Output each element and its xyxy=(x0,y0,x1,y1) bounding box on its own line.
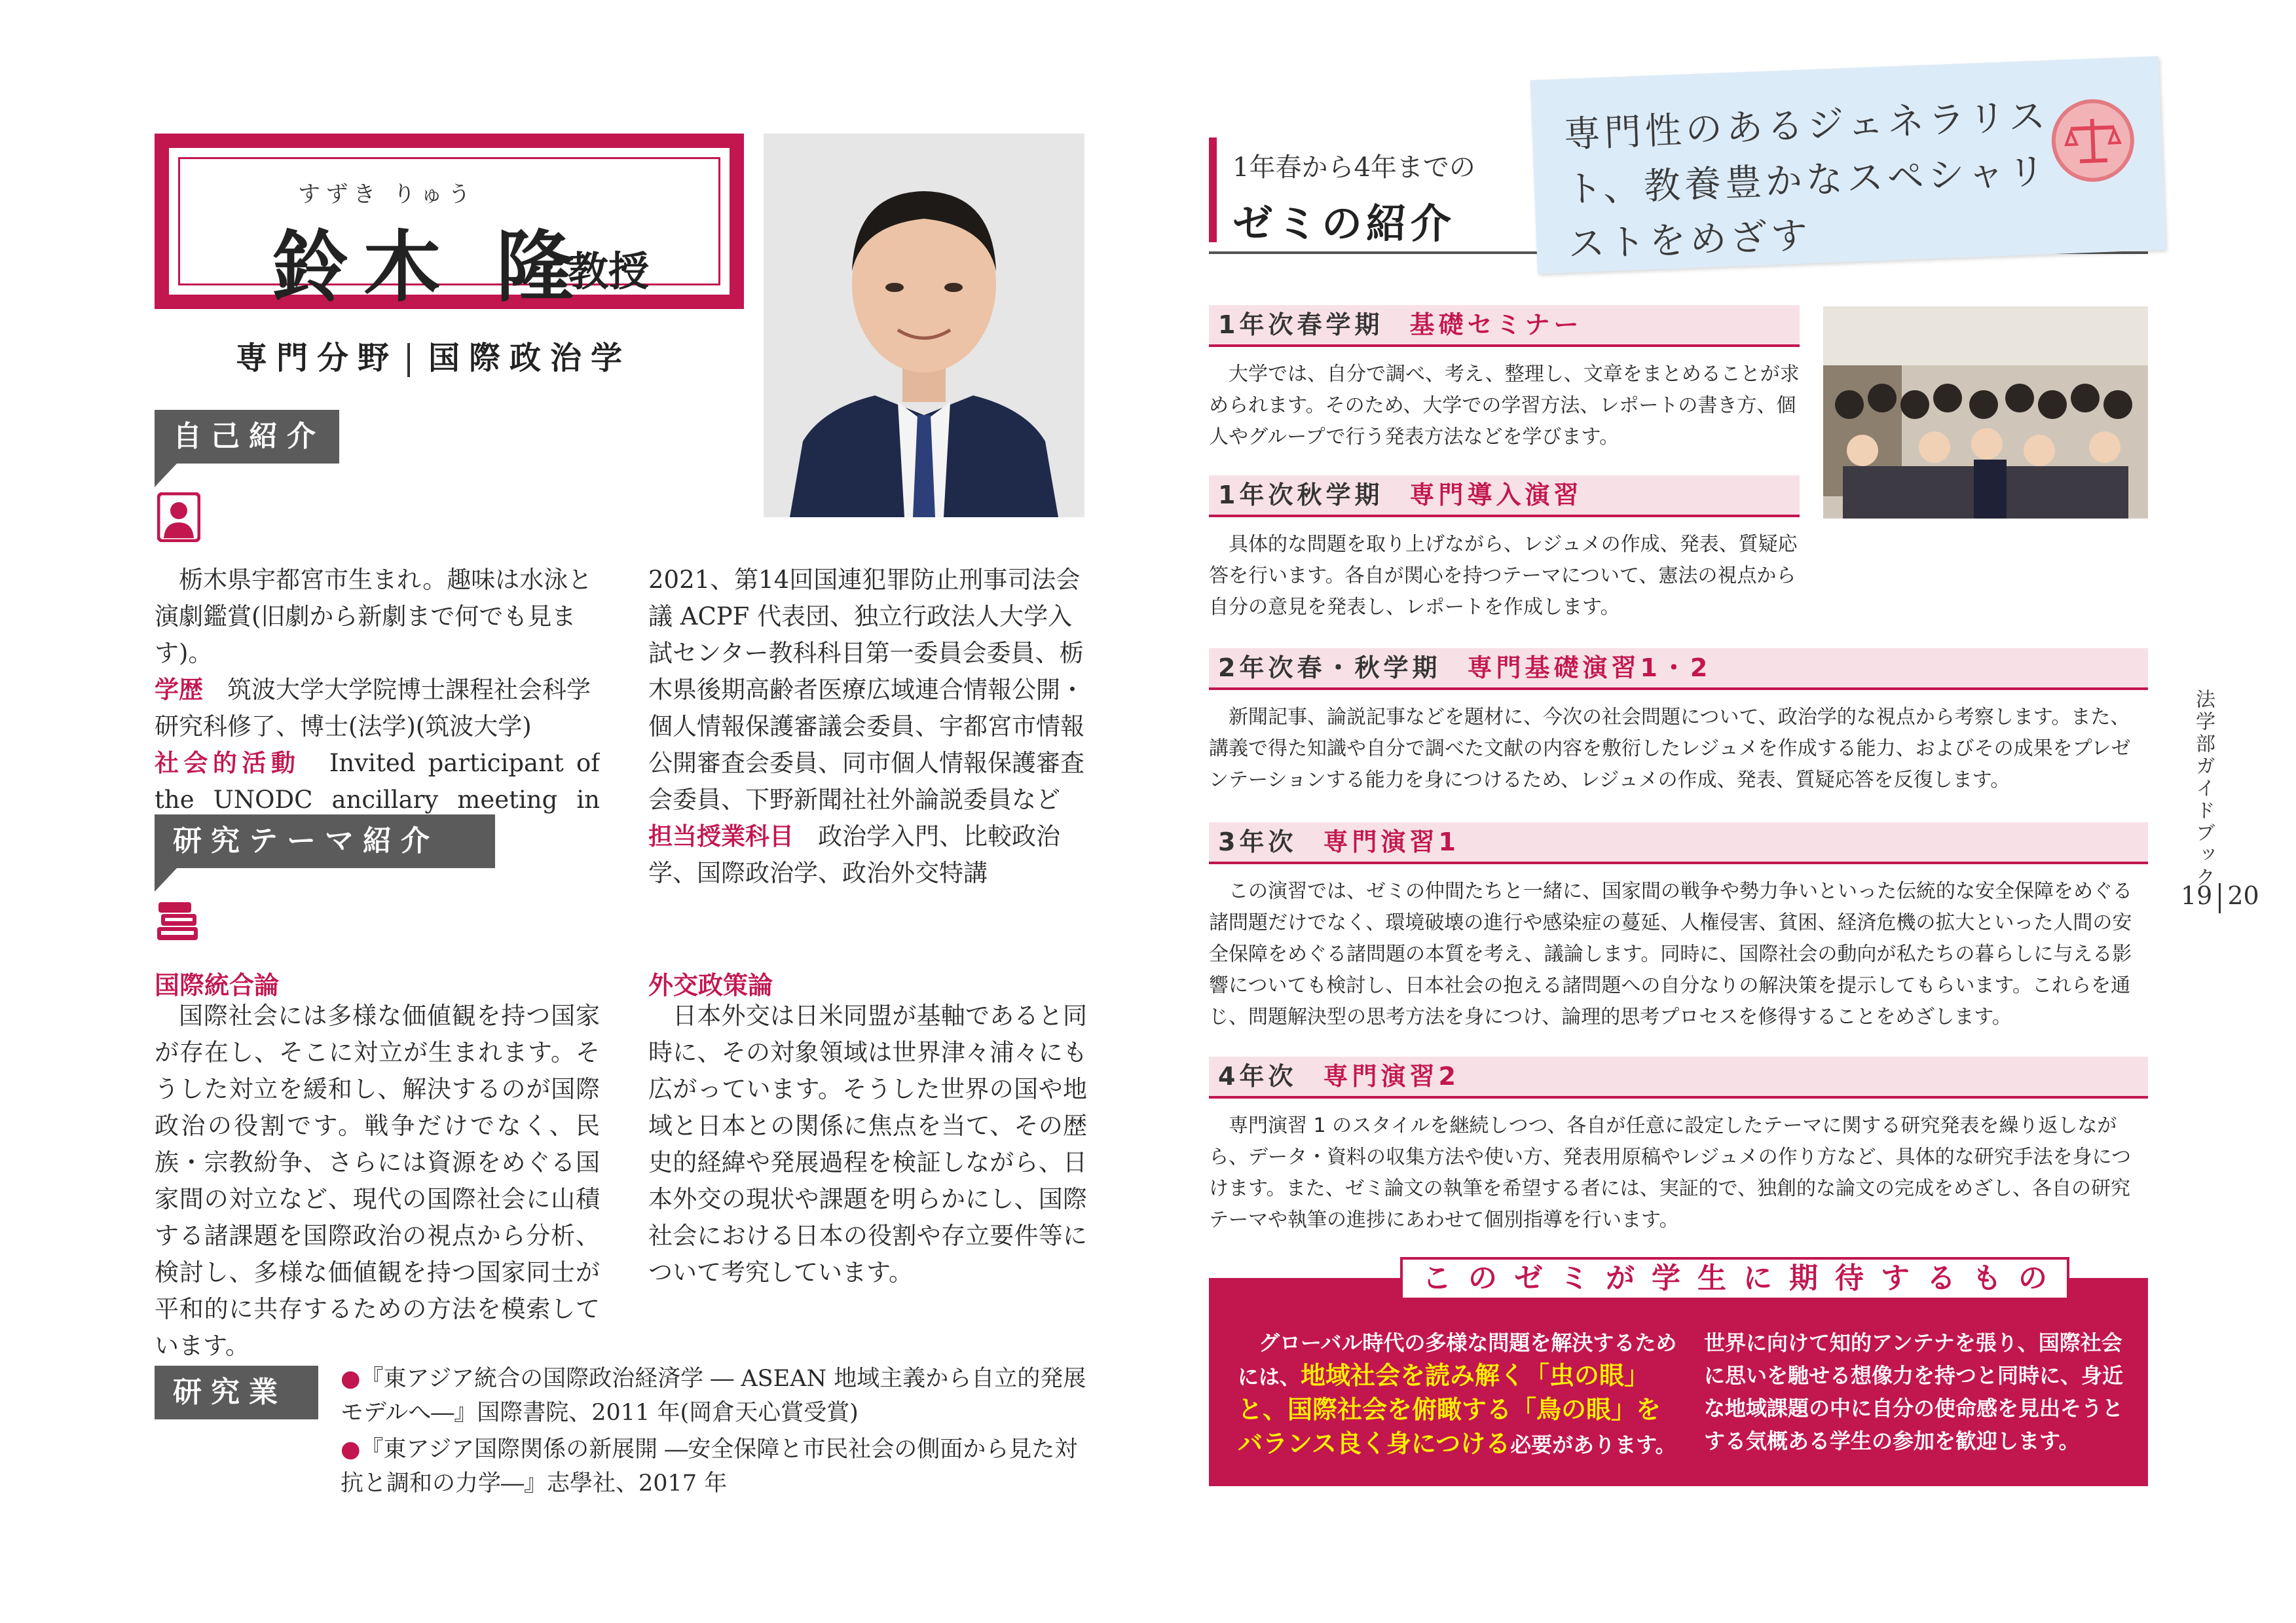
courses-entry xyxy=(648,818,1087,892)
name-reading: すずき りゅう xyxy=(298,181,476,208)
semester-5-header: 4年次 専門演習2 xyxy=(1209,1057,2148,1099)
motto-text: 専門性のあるジェネラリスト、教養豊かなスペシャリストをめざす xyxy=(1563,95,2050,266)
seminar-group-photo xyxy=(1823,306,2148,519)
tag-tail xyxy=(155,464,177,487)
semester-4-header: 3年次 専門演習1 xyxy=(1209,822,2148,864)
professor-name: 鈴木 隆 xyxy=(272,222,589,312)
professor-portrait xyxy=(764,134,1084,517)
specialty-value: 国際政治学 xyxy=(428,340,632,376)
intro-column-2 xyxy=(648,562,1087,892)
theme1-title: 国際統合論 xyxy=(155,971,280,1000)
page-number-right: 20 xyxy=(2227,881,2259,910)
expectation-right: 世界に向けて知的アンテナを張り、国際社会に思いを馳せる想像力を持つと同時に、身近な地域課題の中に自分の使命感を見出そうとする気概ある学生の参加を歓迎します。 xyxy=(1704,1330,2124,1453)
semester-4-text: この演習では、ゼミの仲間たちと一緒に、国家間の戦争や勢力争いといった伝統的な安全保障をめぐる諸問題だけでなく、環境破壊の進行や感染症の蔓延、人権侵害、貧困、経済危機の拡大といった人間の安全保障をめぐる諸問題の本質を考え、議論します。同時に、国際社会の動向が私たちの暮らしに与える影響についても検討し、日本社会の抱える諸問題への自分なりの解決策を提示してもらいます。これらを通じ、問題解決型の思考方法を身につけ、論理的思考プロセスを修得することをめざします。 xyxy=(1209,880,2132,1029)
courses-label: 担当授業科目 xyxy=(648,822,794,850)
achievements-tag: 研究業績 xyxy=(155,1366,318,1419)
semester-3-header: 2年次春・秋学期 専門基礎演習1・2 xyxy=(1209,648,2148,690)
books-icon xyxy=(155,898,200,947)
activities-entry xyxy=(155,745,600,818)
activities-text: Invited participant of the UNODC ancillary meeting in xyxy=(155,749,600,814)
page-number-left: 19 xyxy=(2181,881,2213,910)
tag-tail xyxy=(155,868,177,892)
page-numbers xyxy=(2181,881,2259,913)
education-text: 筑波大学大学院博士課程社会科学研究科修了、博士(法学)(筑波大学) xyxy=(155,676,591,740)
achievement-item: ●『東アジア統合の国際政治経済学 ― ASEAN 地域主義から自立的発展モデルへ―』国際書院、2011 年(岡倉天心賞受賞) xyxy=(341,1366,1086,1426)
intro-column-1 xyxy=(155,562,600,818)
semester-2-text: 具体的な問題を取り上げながら、レジュメの作成、発表、質疑応答を行います。各自が関心を持つテーマについて、憲法の視点から自分の意見を発表し、レポートを作成します。 xyxy=(1209,533,1798,619)
courses-text: 政治学入門、比較政治学、国際政治学、政治外交特講 xyxy=(648,822,1060,887)
divider xyxy=(407,343,410,377)
research-tag: 研究テーマ紹介 xyxy=(155,814,495,868)
expectation-title: このゼミが学生に期待するもの xyxy=(1400,1257,2069,1300)
theme2-title: 外交政策論 xyxy=(648,971,773,1000)
activities-continuation: 2021、第14回国連犯罪防止刑事司法会議 ACPF 代表団、独立行政法人大学入試センター教科科目第一委員会委員、栃木県後期高齢者医療広域連合情報公開・個人情報保護審議会委員、宇都宮市情報公開審査会委員、同市個人情報保護審査会委員、下野新聞社社外論説委員など xyxy=(648,566,1084,814)
achievement-item: ●『東アジア国際関係の新展開 ―安全保障と市民社会の側面から見た対抗と調和の力学―』志學社、2017 年 xyxy=(341,1436,1078,1497)
guidebook-label: 法学部ガイドブック xyxy=(2192,689,2215,889)
semester-3-text: 新聞記事、論説記事などを題材に、今次の社会問題について、政治学的な視点から考察します。また、講義で得た知識や自分で調べた文献の内容を敷衍したレジュメを作成する能力、およびその成果をプレゼンテーションする能力を身につけるため、レジュメの作成、発表、質疑応答を反復します。 xyxy=(1209,706,2131,792)
specialty-row xyxy=(236,333,631,378)
motto-note xyxy=(1530,56,2166,274)
professor-title: 教授 xyxy=(568,247,650,295)
intro-text: 栃木県宇都宮市生まれ。趣味は水泳と演劇鑑賞(旧劇から新劇まで何でも見ます)。 xyxy=(155,566,593,667)
header-subtitle: 1年春から4年までの xyxy=(1232,153,1475,183)
semester-5-text: 専門演習 1 のスタイルを継続しつつ、各自が任意に設定したテーマに関する研究発表を繰り返しながら、データ・資料の収集方法や使い方、発表用原稿やレジュメの作り方など、具体的な研究手法を身につけます。また、ゼミ論文の執筆を希望する者には、実証的で、独創的な論文の完成をめざし、各自の研究テーマや執筆の進捗にあわせて個別指導を行います。 xyxy=(1209,1114,2132,1231)
theme2-text: 日本外交は日米同盟が基軸であると同時に、その対象領域は世界津々浦々にも広がっています。そうした世界の国や地域と日本との関係に焦点を当て、その歴史的経緯や発展過程を検証しながら、日本外交の現状や課題を明らかにし、国際社会における日本の役割や存立要件等について考究しています。 xyxy=(648,1002,1087,1286)
semester-2-header: 1年次秋学期 専門導入演習 xyxy=(1209,475,1800,517)
semester-1-header: 1年次春学期 基礎セミナー xyxy=(1209,305,1800,347)
theme1-text: 国際社会には多様な価値観を持つ国家が存在し、そこに対立が生まれます。そうした対立を緩和し、解決するのが国際政治の役割です。戦争だけでなく、民族・宗教紛争、さらには資源をめぐる国家間の対立など、現代の国際社会に山積する諸課題を国際政治の視点から分析、検討し、多様な価値観を持つ国家同士が平和的に共存するための方法を模索しています。 xyxy=(155,1002,600,1360)
expectation-left: グローバル時代の多様な問題を解決するためには、地域社会を読み解く「虫の眼」と、国際社会を俯瞰する「鳥の眼」をバランス良く身につける必要があります。 xyxy=(1238,1330,1677,1458)
intro-tag: 自己紹介 xyxy=(155,410,339,464)
name-plate xyxy=(155,134,744,312)
person-icon xyxy=(157,492,200,545)
divider xyxy=(2219,883,2221,913)
specialty-label: 専門分野 xyxy=(236,340,399,376)
activities-label: 社会的活動 xyxy=(155,749,301,777)
education-entry xyxy=(155,672,600,745)
header-accent-bar xyxy=(1209,137,1217,242)
scales-icon xyxy=(2050,98,2136,183)
expectation-highlight: 地域社会を読み解く「虫の眼」と、国際社会を俯瞰する「鳥の眼」をバランス良く身につける xyxy=(1238,1361,1661,1458)
semester-1-text: 大学では、自分で調べ、考え、整理し、文章をまとめることが求められます。そのため、大学での学習方法、レポートの書き方、個人やグループで行う発表方法などを学びます。 xyxy=(1209,363,1800,448)
education-label: 学歴 xyxy=(155,676,203,704)
achievements-list xyxy=(341,1362,1094,1501)
header-title: ゼミの紹介 xyxy=(1232,200,1456,247)
